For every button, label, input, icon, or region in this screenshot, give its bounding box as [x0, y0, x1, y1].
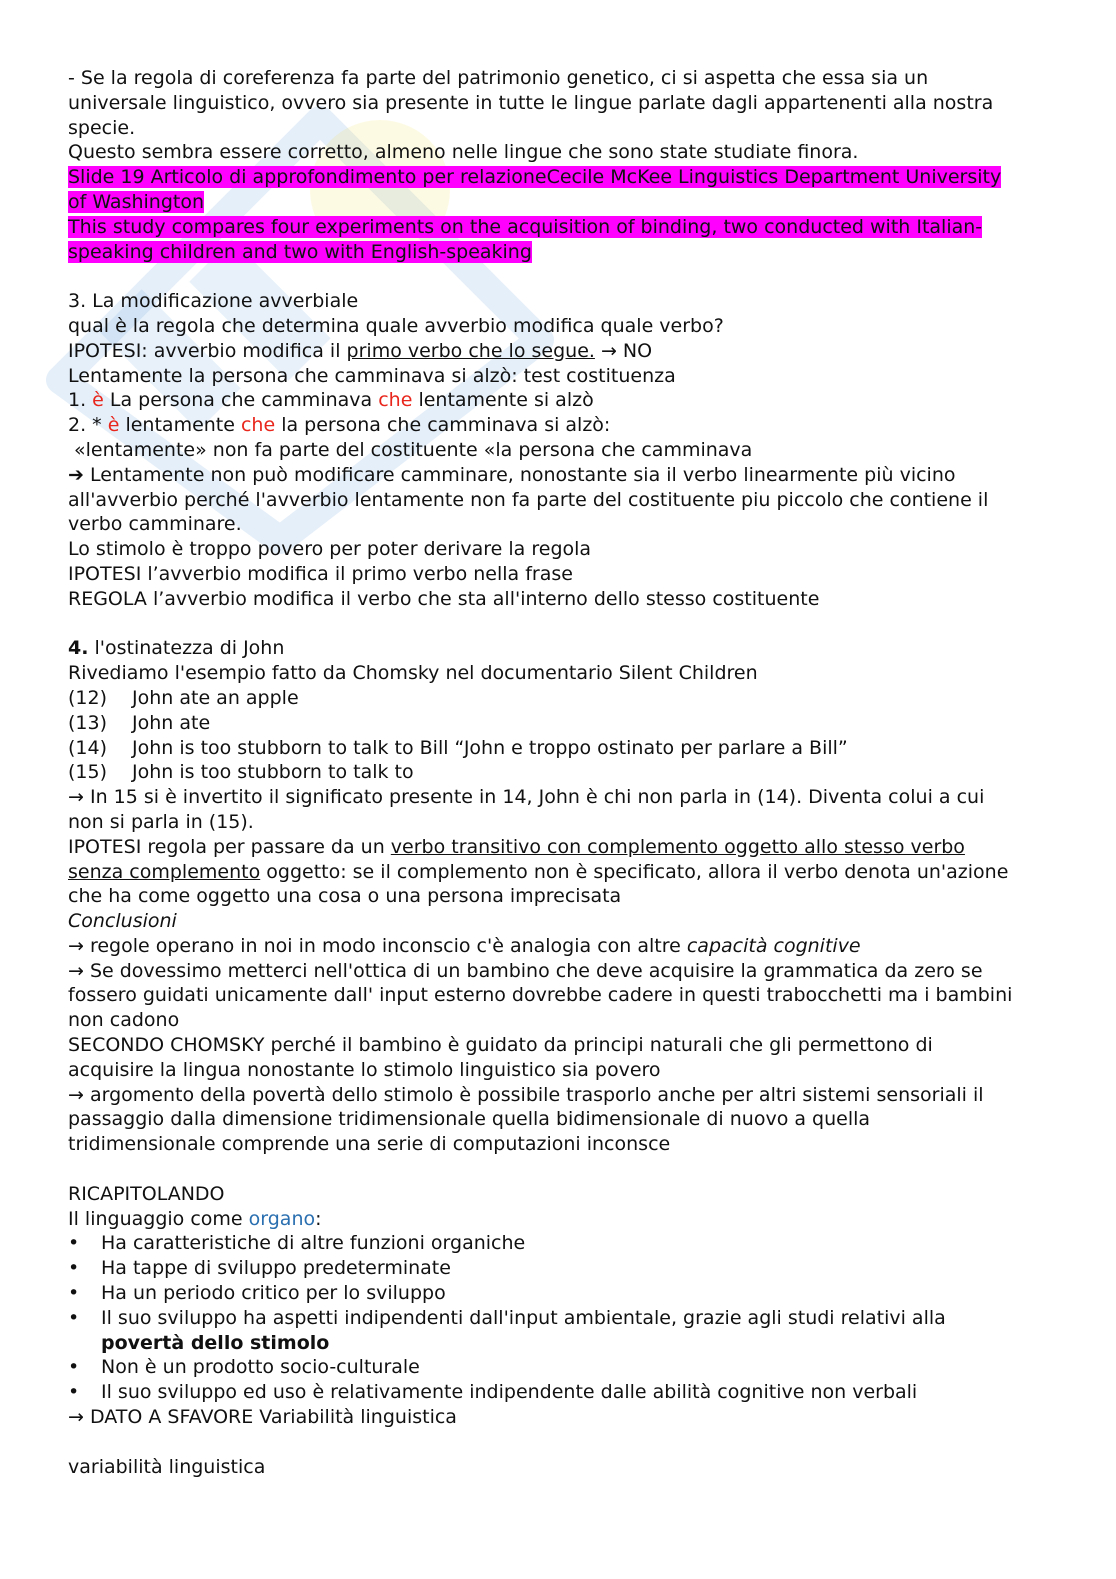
text-line: variabilità linguistica	[68, 1455, 266, 1478]
section-title: 4. l'ostinatezza di John	[68, 637, 285, 660]
list-item: • Il suo sviluppo ed uso è relativamente indipendente dalle abilità cognitive non verbali	[68, 1381, 918, 1404]
text-line: ➔ Lentamente non può modificare camminare, nonostante sia il verbo linearmente più vicino	[68, 463, 956, 486]
text-line: tridimensionale comprende una serie di computazioni inconsce	[68, 1133, 671, 1156]
section-title: 3. La modificazione avverbiale	[68, 290, 359, 313]
text-line: passaggio dalla dimensione tridimensionale quella bidimensionale di nuovo a quella	[68, 1108, 871, 1131]
example-line: (15) John is too stubborn to talk to	[68, 761, 414, 784]
bullet-icon: •	[68, 1282, 80, 1305]
hypothesis-line: IPOTESI: avverbio modifica il primo verbo che lo segue. → NO	[68, 339, 653, 362]
text-line: → In 15 si è invertito il significato presente in 14, John è chi non parla in (14). Diventa colui a cui	[68, 786, 985, 809]
document-page	[68, 66, 1058, 1479]
text-line: fossero guidati unicamente dall' input esterno dovrebbe cadere in questi trabocchetti ma i bambini	[68, 984, 1013, 1007]
text-line: → DATO A SFAVORE Variabilità linguistica	[68, 1406, 457, 1429]
text-line: universale linguistico, ovvero sia presente in tutte le lingue parlate dagli appartenenti alla nostra	[68, 91, 994, 114]
text-line: → argomento della povertà dello stimolo è possibile trasporlo anche per altri sistemi sensoriali il	[68, 1083, 984, 1106]
text-line: Lentamente la persona che camminava si alzò: test costituenza	[68, 364, 676, 387]
text-line: all'avverbio perché l'avverbio lentamente non fa parte del costituente piu piccolo che contiene il	[68, 488, 989, 511]
highlighted-text: of Washington	[68, 190, 205, 213]
example-line: 1. è La persona che camminava che lentamente si alzò	[68, 389, 594, 412]
text-line: Rivediamo l'esempio fatto da Chomsky nel documentario Silent Children	[68, 662, 758, 685]
list-item: • Ha un periodo critico per lo sviluppo	[68, 1282, 446, 1305]
bullet-icon: •	[68, 1381, 80, 1404]
list-item: • Il suo sviluppo ha aspetti indipendenti dall'input ambientale, grazie agli studi relativi alla	[68, 1306, 946, 1329]
highlighted-text: Slide 19 Articolo di approfondimento per relazioneCecile McKee Linguistics Department University	[68, 166, 1002, 189]
text-line: qual è la regola che determina quale avverbio modifica quale verbo?	[68, 314, 724, 337]
highlighted-text: This study compares four experiments on the acquisition of binding, two conducted with Italian-	[68, 215, 983, 238]
bullet-icon: •	[68, 1356, 80, 1379]
bullet-icon: •	[68, 1232, 80, 1255]
hypothesis-line: IPOTESI regola per passare da un verbo transitivo con complemento oggetto allo stesso verbo	[68, 835, 965, 858]
text-line: acquisire la lingua nonostante lo stimolo linguistico sia povero	[68, 1058, 661, 1081]
list-item-continuation: povertà dello stimolo	[101, 1331, 330, 1354]
text-line: non cadono	[68, 1009, 180, 1032]
text-line: non si parla in (15).	[68, 810, 254, 833]
example-line: (12) John ate an apple	[68, 686, 299, 709]
highlighted-text: speaking children and two with English-speaking	[68, 240, 532, 263]
list-item: • Non è un prodotto socio-culturale	[68, 1356, 420, 1379]
example-line: (14) John is too stubborn to talk to Bill “John e troppo ostinato per parlare a Bill”	[68, 736, 848, 759]
text-line: IPOTESI l’avverbio modifica il primo verbo nella frase	[68, 562, 573, 585]
text-line: Questo sembra essere corretto, almeno nelle lingue che sono state studiate finora.	[68, 141, 859, 164]
text-line: Lo stimolo è troppo povero per poter derivare la regola	[68, 538, 592, 561]
text-line: che ha come oggetto una cosa o una persona imprecisata	[68, 885, 622, 908]
conclusions-heading: Conclusioni	[68, 910, 177, 933]
text-line: verbo camminare.	[68, 513, 242, 536]
section-title: RICAPITOLANDO	[68, 1182, 225, 1205]
list-item: • Ha caratteristiche di altre funzioni organiche	[68, 1232, 526, 1255]
text-line: → regole operano in noi in modo inconscio c'è analogia con altre capacità cognitive	[68, 934, 861, 957]
bullet-icon: •	[68, 1257, 80, 1280]
text-line: «lentamente» non fa parte del costituente «la persona che camminava	[74, 438, 753, 461]
text-line: → Se dovessimo metterci nell'ottica di un bambino che deve acquisire la grammatica da zero se	[68, 959, 983, 982]
text-line: specie.	[68, 116, 136, 139]
list-item: • Ha tappe di sviluppo predeterminate	[68, 1257, 451, 1280]
text-line: Il linguaggio come organo:	[68, 1207, 322, 1230]
hypothesis-line: senza complemento oggetto: se il complemento non è specificato, allora il verbo denota un'azione	[68, 860, 1009, 883]
text-line: - Se la regola di coreferenza fa parte del patrimonio genetico, ci si aspetta che essa sia un	[68, 67, 929, 89]
bullet-icon: •	[68, 1306, 80, 1329]
example-line: 2. * è lentamente che la persona che camminava si alzò:	[68, 414, 611, 437]
text-line: REGOLA l’avverbio modifica il verbo che sta all'interno dello stesso costituente	[68, 587, 820, 610]
text-line: SECONDO CHOMSKY perché il bambino è guidato da principi naturali che gli permettono di	[68, 1034, 933, 1057]
example-line: (13) John ate	[68, 711, 211, 734]
